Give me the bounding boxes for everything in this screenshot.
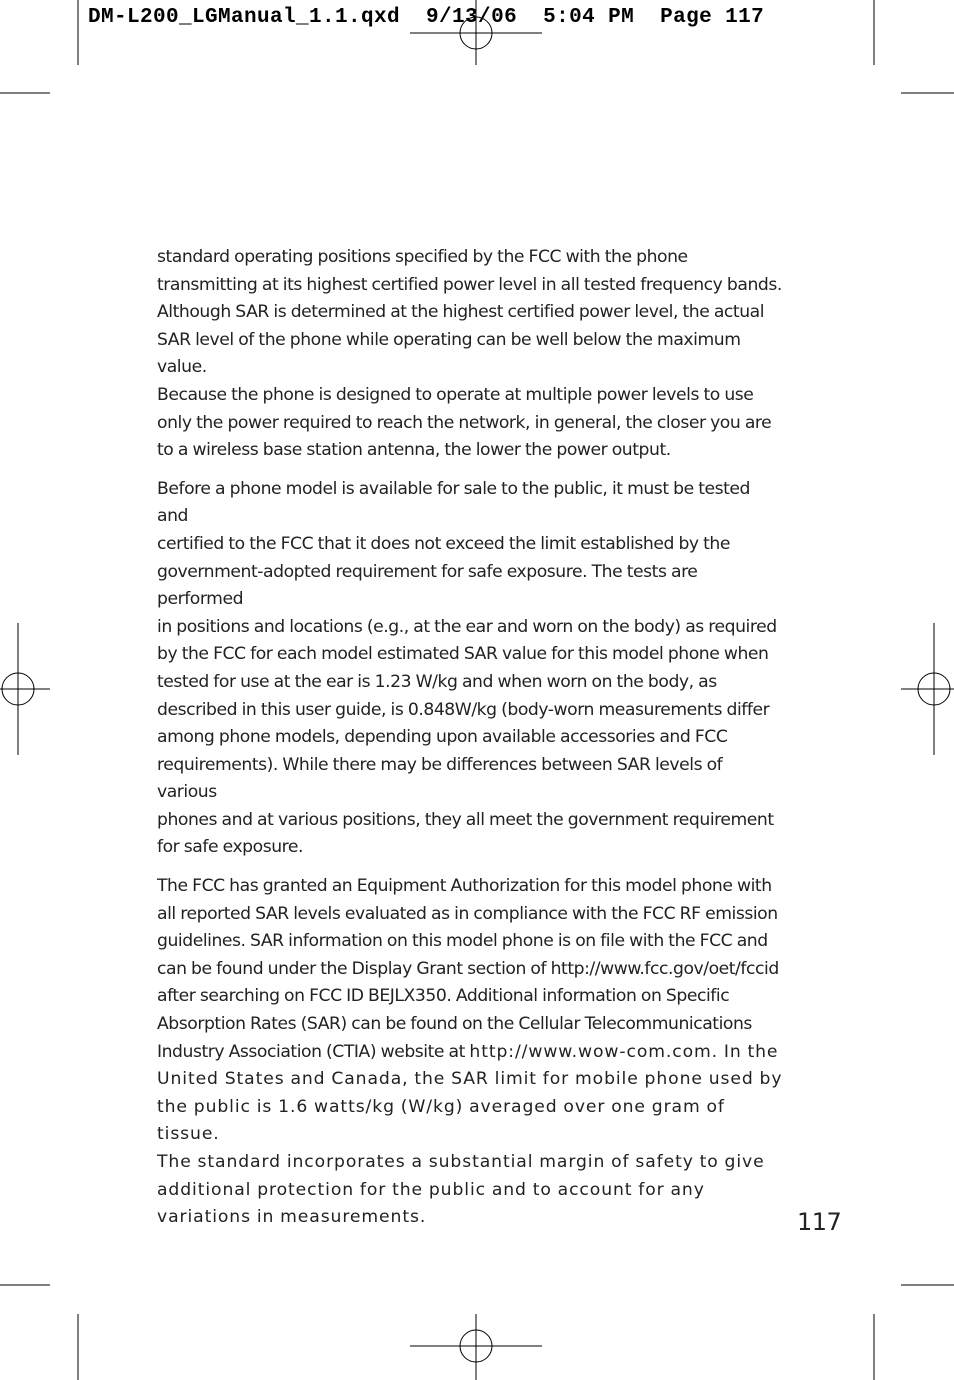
manual-body-text [157, 244, 785, 1232]
page-number: 117 [797, 1208, 842, 1236]
paragraph-sar-operating-positions: standard operating positions specified by the FCC with the phone transmitting at its highest certified power level in all tested frequency bands. Although SAR is determined at the highest certified power level, the actual SAR level of the phone while operating can be well below the maximum value. Because the phone is designed to operate at multiple power levels to use only the power required to reach the network, in general, the closer you are to a wireless base station antenna, the lower the power output. [157, 247, 782, 461]
paragraph-fcc-testing: Before a phone model is available for sale to the public, it must be tested and certified to the FCC that it does not exceed the limit established by the government-adopted requirement for safe exposure. The tests are performed in positions and locations (e.g., at the ear and worn on the body) as required by the FCC for each model estimated SAR value for this model phone when tested for use at the ear is 1.23 W/kg and when worn on the body, as described in this user guide, is 0.848W/kg (body-worn measurements differ among phone models, depending upon available accessories and FCC requirements). While there may be differences between SAR levels of various phones and at various positions, they all meet the government requirement for safe exposure. [157, 478, 777, 858]
paragraph-sar-limit-text: http://www.wow-com.com. In the United States and Canada, the SAR limit for mobile phone used by the public is 1.6 watts/kg (W/kg) averaged over one gram of tissue. The standard incorporates a substantial margin of safety to give additional protection for the public and to account for any variations in measurements. [157, 1041, 783, 1228]
print-slug-line: DM-L200_LGManual_1.1.qxd 9/13/06 5:04 PM Page 117 [88, 6, 765, 29]
paragraph-equipment-authorization [157, 873, 785, 1232]
paragraph-equipment-authorization-text: The FCC has granted an Equipment Authorization for this model phone with all reported SAR levels evaluated as in compliance with the FCC RF emission guidelines. SAR information on this model phone is on file with the FCC and can be found under the Display Grant section of http://www.fcc.gov/oet/fccid after searching on FCC ID BEJLX350. Additional information on Specific Absorption Rates (SAR) can be found on the Cellular Telecommunications Industry Association (CTIA) website at [157, 876, 779, 1062]
